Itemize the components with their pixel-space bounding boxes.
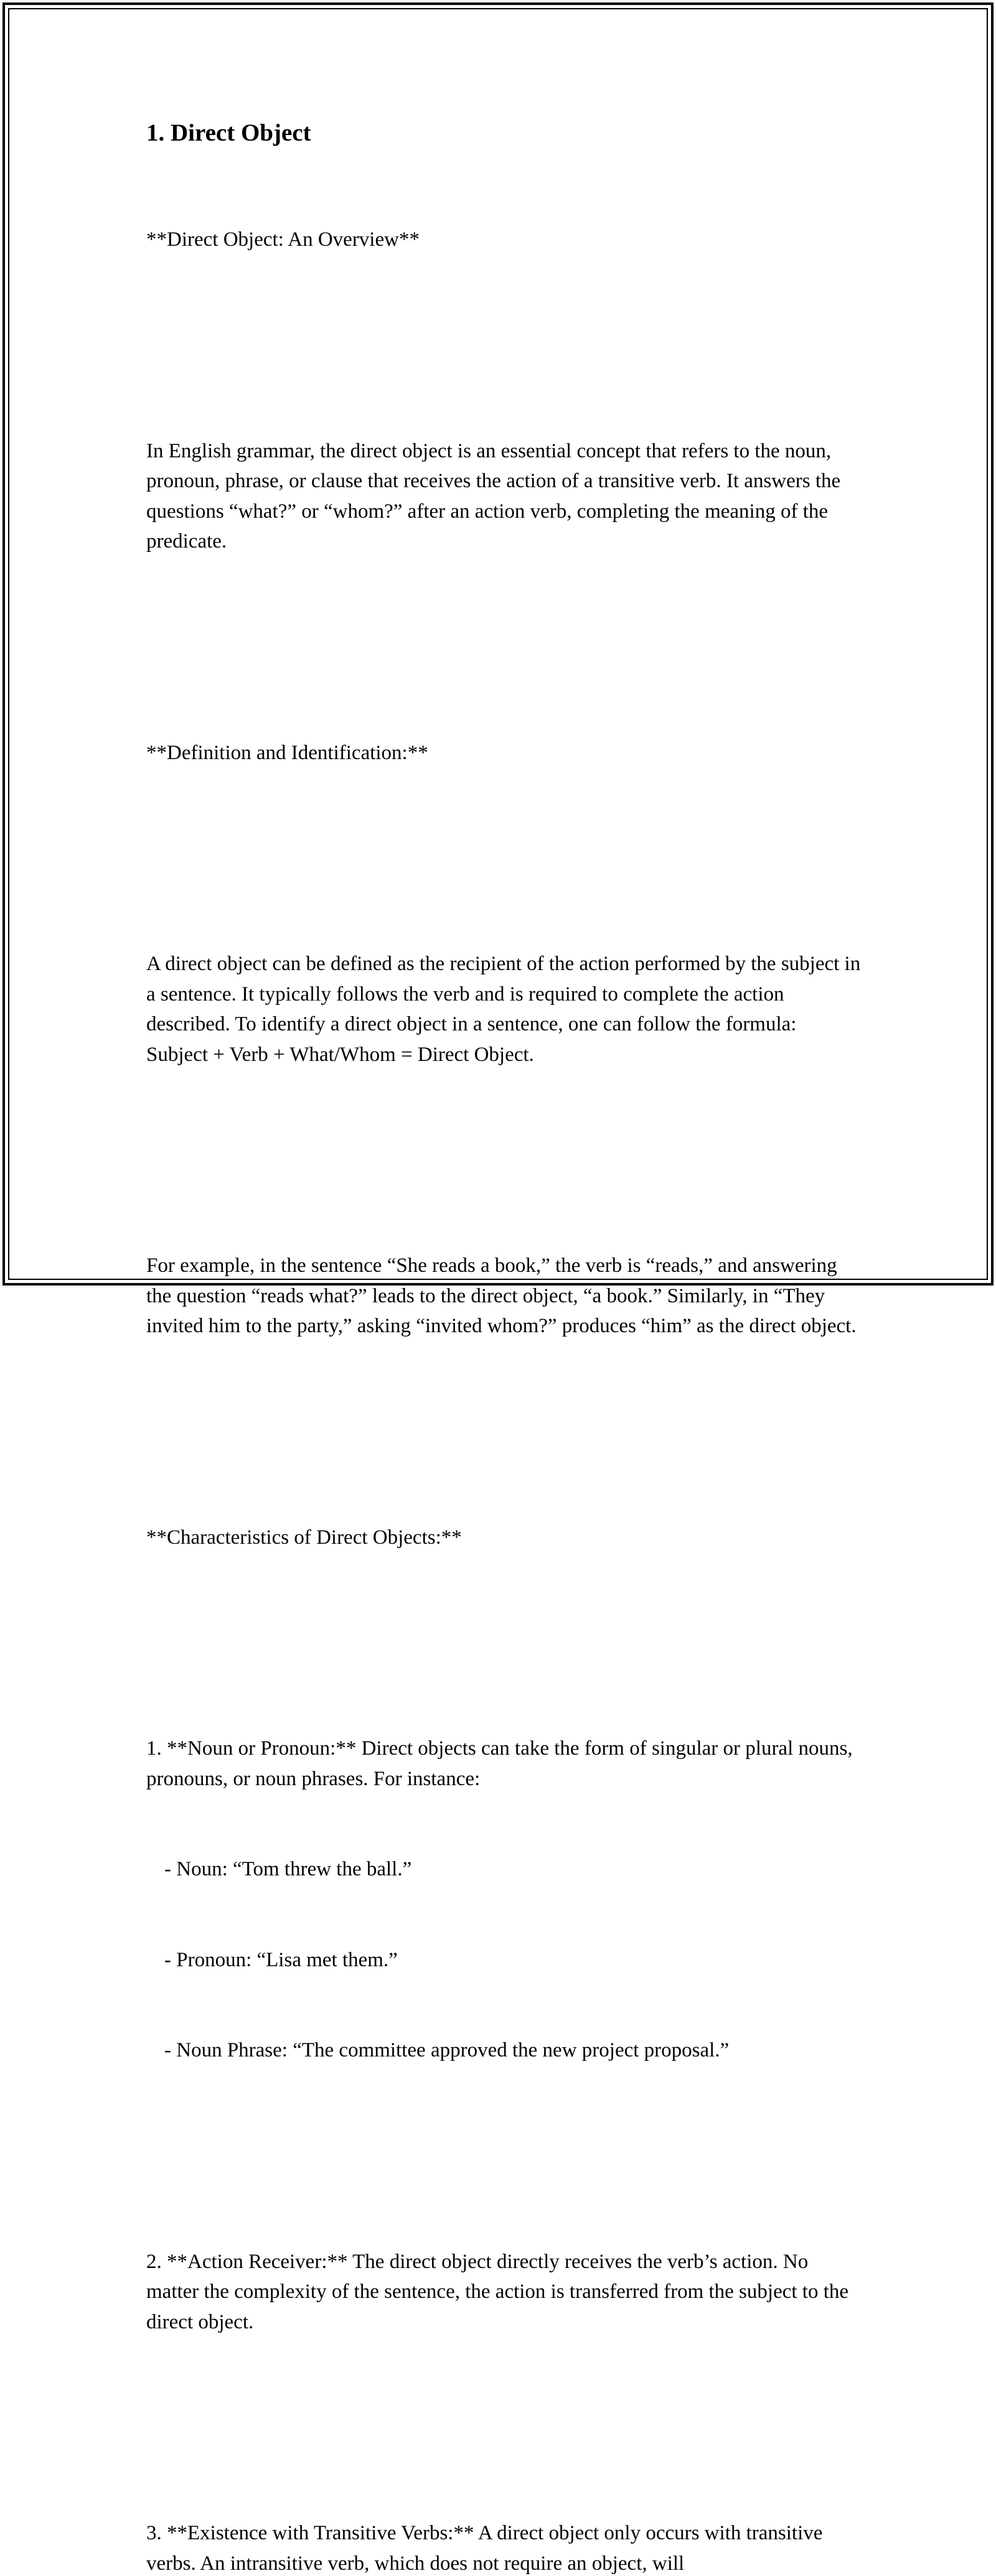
paragraph-gap — [146, 617, 862, 648]
sub-item-pronoun-example: - Pronoun: “Lisa met them.” — [164, 1948, 398, 1971]
paragraph-gap — [146, 315, 862, 346]
list-item-transitive-verbs: 3. **Existence with Transitive Verbs:** A direct object only occurs with transitive verbs. An intransitive verb, which does not require an object, will — [146, 2522, 828, 2575]
intro-paragraph: In English grammar, the direct object is an essential concept that refers to the noun, pronoun, phrase, or clause that receives the action of a transitive verb. It answers the questions “what?” or “whom?” after an action verb, completing the meaning of the predicate. — [146, 439, 846, 553]
overview-heading: **Direct Object: An Overview** — [146, 228, 420, 251]
list-item-action-receiver: 2. **Action Receiver:** The direct object directly receives the verb’s action. No matter the complexity of the sentence, the action is transferred from the subject to the direct object. — [146, 2250, 854, 2333]
definition-paragraph: A direct object can be defined as the recipient of the action performed by the subject in a sentence. It typically follows the verb and is required to complete the action described. To identify a direct object in a sentence, one can follow the formula: Subject + Verb + What/Whom = Direct Object. — [146, 953, 866, 1066]
list-item-noun-or-pronoun: 1. **Noun or Pronoun:** Direct objects can take the form of singular or plural nouns, pronouns, or noun phrases. For instance: — [146, 1737, 858, 1790]
document-body — [146, 118, 866, 2576]
paragraph-gap — [146, 2397, 862, 2428]
document-title: 1. Direct Object — [146, 119, 311, 146]
sub-item-noun-example: - Noun: “Tom threw the ball.” — [164, 1858, 412, 1880]
paragraph-gap — [146, 2126, 862, 2157]
definition-heading: **Definition and Identification:** — [146, 741, 428, 764]
sub-item-noun-phrase-example: - Noun Phrase: “The committee approved the new project proposal.” — [164, 2039, 730, 2061]
paragraph-gap — [146, 1613, 862, 1643]
paragraph-gap — [146, 1402, 862, 1432]
paragraph-gap — [146, 828, 862, 859]
document-text — [146, 164, 866, 2576]
example-paragraph: For example, in the sentence “She reads a book,” the verb is “reads,” and answering the question “reads what?” leads to the direct object, “a book.” Similarly, in “They invited him to the party,” asking “invited whom?” produces “him” as the direct object. — [146, 1254, 857, 1337]
characteristics-heading: **Characteristics of Direct Objects:** — [146, 1526, 462, 1549]
paragraph-gap — [146, 1130, 862, 1160]
